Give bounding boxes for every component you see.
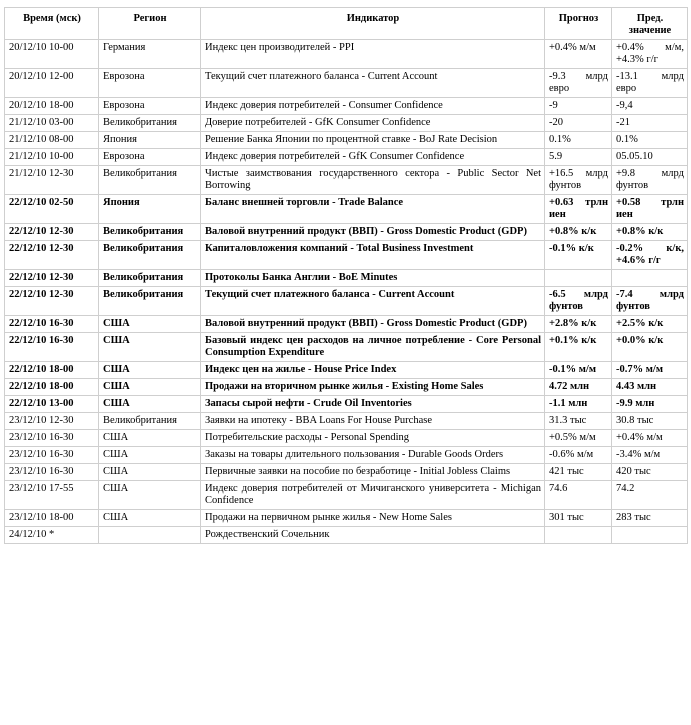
cell-region: Германия <box>99 40 201 69</box>
cell-region: Япония <box>99 195 201 224</box>
table-body <box>5 40 688 544</box>
cell-forecast: +0.1% к/к <box>545 333 612 362</box>
cell-forecast: 5.9 <box>545 149 612 166</box>
cell-previous: 74.2 <box>612 481 688 510</box>
cell-indicator: Валовой внутренний продукт (ВВП) - Gross Domestic Product (GDP) <box>201 224 545 241</box>
cell-indicator: Индекс доверия потребителей от Мичиганского университета - Michigan Confidence <box>201 481 545 510</box>
cell-time: 22/12/10 16-30 <box>5 316 99 333</box>
cell-forecast: -20 <box>545 115 612 132</box>
table-row <box>5 510 688 527</box>
cell-region <box>99 527 201 544</box>
cell-forecast: 74.6 <box>545 481 612 510</box>
cell-region: Великобритания <box>99 287 201 316</box>
cell-indicator: Базовый индекс цен расходов на личное потребление - Core Personal Consumption Expenditure <box>201 333 545 362</box>
cell-region: Великобритания <box>99 241 201 270</box>
header-time: Время (мск) <box>5 8 99 40</box>
cell-region: Великобритания <box>99 413 201 430</box>
cell-previous: 420 тыс <box>612 464 688 481</box>
cell-region: США <box>99 379 201 396</box>
cell-indicator: Чистые заимствования государственного сектора - Public Sector Net Borrowing <box>201 166 545 195</box>
cell-previous: 0.1% <box>612 132 688 149</box>
table-row <box>5 98 688 115</box>
cell-region: Великобритания <box>99 115 201 132</box>
cell-previous: -21 <box>612 115 688 132</box>
table-row <box>5 132 688 149</box>
header-region: Регион <box>99 8 201 40</box>
cell-indicator: Заказы на товары длительного пользования - Durable Goods Orders <box>201 447 545 464</box>
cell-previous: -0.7% м/м <box>612 362 688 379</box>
cell-forecast: +0.5% м/м <box>545 430 612 447</box>
table-row <box>5 316 688 333</box>
table-row <box>5 481 688 510</box>
cell-time: 22/12/10 02-50 <box>5 195 99 224</box>
cell-previous: -9,4 <box>612 98 688 115</box>
cell-previous: -13.1 млрд евро <box>612 69 688 98</box>
cell-region: Великобритания <box>99 224 201 241</box>
cell-previous: +0.58 трлн иен <box>612 195 688 224</box>
cell-time: 21/12/10 03-00 <box>5 115 99 132</box>
cell-region: Япония <box>99 132 201 149</box>
cell-time: 22/12/10 18-00 <box>5 362 99 379</box>
table-row <box>5 333 688 362</box>
cell-indicator: Индекс цен производителей - PPI <box>201 40 545 69</box>
cell-region: Еврозона <box>99 69 201 98</box>
cell-forecast: -1.1 млн <box>545 396 612 413</box>
cell-forecast: -9.3 млрд евро <box>545 69 612 98</box>
cell-region: США <box>99 430 201 447</box>
table-row <box>5 195 688 224</box>
cell-time: 22/12/10 12-30 <box>5 241 99 270</box>
cell-time: 23/12/10 16-30 <box>5 464 99 481</box>
cell-indicator: Продажи на первичном рынке жилья - New Home Sales <box>201 510 545 527</box>
table-row <box>5 149 688 166</box>
cell-time: 22/12/10 12-30 <box>5 224 99 241</box>
cell-time: 23/12/10 16-30 <box>5 447 99 464</box>
table-row <box>5 40 688 69</box>
cell-previous: +0.8% к/к <box>612 224 688 241</box>
cell-indicator: Потребительские расходы - Personal Spending <box>201 430 545 447</box>
cell-indicator: Текущий счет платежного баланса - Current Account <box>201 69 545 98</box>
table-row <box>5 166 688 195</box>
cell-region: Великобритания <box>99 166 201 195</box>
cell-forecast: +0.63 трлн иен <box>545 195 612 224</box>
cell-previous: 4.43 млн <box>612 379 688 396</box>
cell-forecast: -0.1% м/м <box>545 362 612 379</box>
table-row <box>5 362 688 379</box>
cell-previous: -3.4% м/м <box>612 447 688 464</box>
cell-forecast: -0.6% м/м <box>545 447 612 464</box>
cell-forecast: +0.4% м/м <box>545 40 612 69</box>
cell-time: 23/12/10 12-30 <box>5 413 99 430</box>
cell-region: США <box>99 510 201 527</box>
cell-region: США <box>99 481 201 510</box>
cell-indicator: Баланс внешней торговли - Trade Balance <box>201 195 545 224</box>
cell-previous <box>612 270 688 287</box>
cell-region: США <box>99 396 201 413</box>
header-row <box>5 8 688 40</box>
cell-forecast: 421 тыс <box>545 464 612 481</box>
cell-indicator: Индекс доверия потребителей - GfK Consumer Confidence <box>201 149 545 166</box>
cell-forecast: +2.8% к/к <box>545 316 612 333</box>
cell-indicator: Рождественский Сочельник <box>201 527 545 544</box>
cell-forecast: +0.8% к/к <box>545 224 612 241</box>
table-row <box>5 527 688 544</box>
cell-indicator: Капиталовложения компаний - Total Business Investment <box>201 241 545 270</box>
cell-region: США <box>99 316 201 333</box>
table-row <box>5 241 688 270</box>
cell-time: 21/12/10 08-00 <box>5 132 99 149</box>
table-row <box>5 287 688 316</box>
cell-indicator: Индекс доверия потребителей - Consumer Confidence <box>201 98 545 115</box>
cell-region: Еврозона <box>99 149 201 166</box>
cell-indicator: Доверие потребителей - GfK Consumer Confidence <box>201 115 545 132</box>
cell-region: США <box>99 447 201 464</box>
cell-forecast: -6.5 млрд фунтов <box>545 287 612 316</box>
header-indicator: Индикатор <box>201 8 545 40</box>
cell-time: 23/12/10 18-00 <box>5 510 99 527</box>
cell-previous: 30.8 тыс <box>612 413 688 430</box>
cell-forecast: -9 <box>545 98 612 115</box>
cell-region: США <box>99 333 201 362</box>
cell-forecast <box>545 270 612 287</box>
cell-forecast: 4.72 млн <box>545 379 612 396</box>
table-row <box>5 270 688 287</box>
cell-forecast: 31.3 тыс <box>545 413 612 430</box>
cell-time: 22/12/10 18-00 <box>5 379 99 396</box>
header-forecast: Прогноз <box>545 8 612 40</box>
cell-indicator: Продажи на вторичном рынке жилья - Existing Home Sales <box>201 379 545 396</box>
cell-time: 22/12/10 12-30 <box>5 270 99 287</box>
cell-previous: -7.4 млрд фунтов <box>612 287 688 316</box>
cell-forecast: -0.1% к/к <box>545 241 612 270</box>
cell-time: 20/12/10 18-00 <box>5 98 99 115</box>
economic-calendar-table <box>4 7 688 544</box>
cell-indicator: Решение Банка Японии по процентной ставке - BoJ Rate Decision <box>201 132 545 149</box>
cell-previous <box>612 527 688 544</box>
cell-region: Великобритания <box>99 270 201 287</box>
cell-previous: +9.8 млрд фунтов <box>612 166 688 195</box>
cell-previous: -9.9 млн <box>612 396 688 413</box>
cell-region: США <box>99 464 201 481</box>
cell-previous: +0.4% м/м, +4.3% г/г <box>612 40 688 69</box>
header-previous: Пред. значение <box>612 8 688 40</box>
cell-forecast <box>545 527 612 544</box>
cell-time: 20/12/10 10-00 <box>5 40 99 69</box>
cell-time: 21/12/10 10-00 <box>5 149 99 166</box>
table-row <box>5 447 688 464</box>
cell-indicator: Индекс цен на жилье - House Price Index <box>201 362 545 379</box>
table-row <box>5 69 688 98</box>
cell-forecast: +16.5 млрд фунтов <box>545 166 612 195</box>
cell-forecast: 0.1% <box>545 132 612 149</box>
table-row <box>5 115 688 132</box>
cell-indicator: Запасы сырой нефти - Crude Oil Inventories <box>201 396 545 413</box>
table-row <box>5 224 688 241</box>
cell-previous: 283 тыс <box>612 510 688 527</box>
cell-forecast: 301 тыс <box>545 510 612 527</box>
table-row <box>5 464 688 481</box>
table-row <box>5 396 688 413</box>
cell-time: 23/12/10 16-30 <box>5 430 99 447</box>
cell-indicator: Заявки на ипотеку - BBA Loans For House Purchase <box>201 413 545 430</box>
cell-previous: +2.5% к/к <box>612 316 688 333</box>
cell-previous: +0.4% м/м <box>612 430 688 447</box>
cell-time: 24/12/10 * <box>5 527 99 544</box>
cell-region: США <box>99 362 201 379</box>
cell-region: Еврозона <box>99 98 201 115</box>
table-row <box>5 379 688 396</box>
cell-previous: +0.0% к/к <box>612 333 688 362</box>
cell-time: 21/12/10 12-30 <box>5 166 99 195</box>
cell-time: 22/12/10 16-30 <box>5 333 99 362</box>
cell-time: 20/12/10 12-00 <box>5 69 99 98</box>
cell-indicator: Протоколы Банка Англии - BoE Minutes <box>201 270 545 287</box>
cell-indicator: Первичные заявки на пособие по безработице - Initial Jobless Claims <box>201 464 545 481</box>
cell-indicator: Текущий счет платежного баланса - Current Account <box>201 287 545 316</box>
table-row <box>5 413 688 430</box>
cell-time: 22/12/10 13-00 <box>5 396 99 413</box>
cell-previous: 05.05.10 <box>612 149 688 166</box>
cell-time: 23/12/10 17-55 <box>5 481 99 510</box>
cell-previous: -0.2% к/к, +4.6% г/г <box>612 241 688 270</box>
table-row <box>5 430 688 447</box>
cell-time: 22/12/10 12-30 <box>5 287 99 316</box>
cell-indicator: Валовой внутренний продукт (ВВП) - Gross Domestic Product (GDP) <box>201 316 545 333</box>
